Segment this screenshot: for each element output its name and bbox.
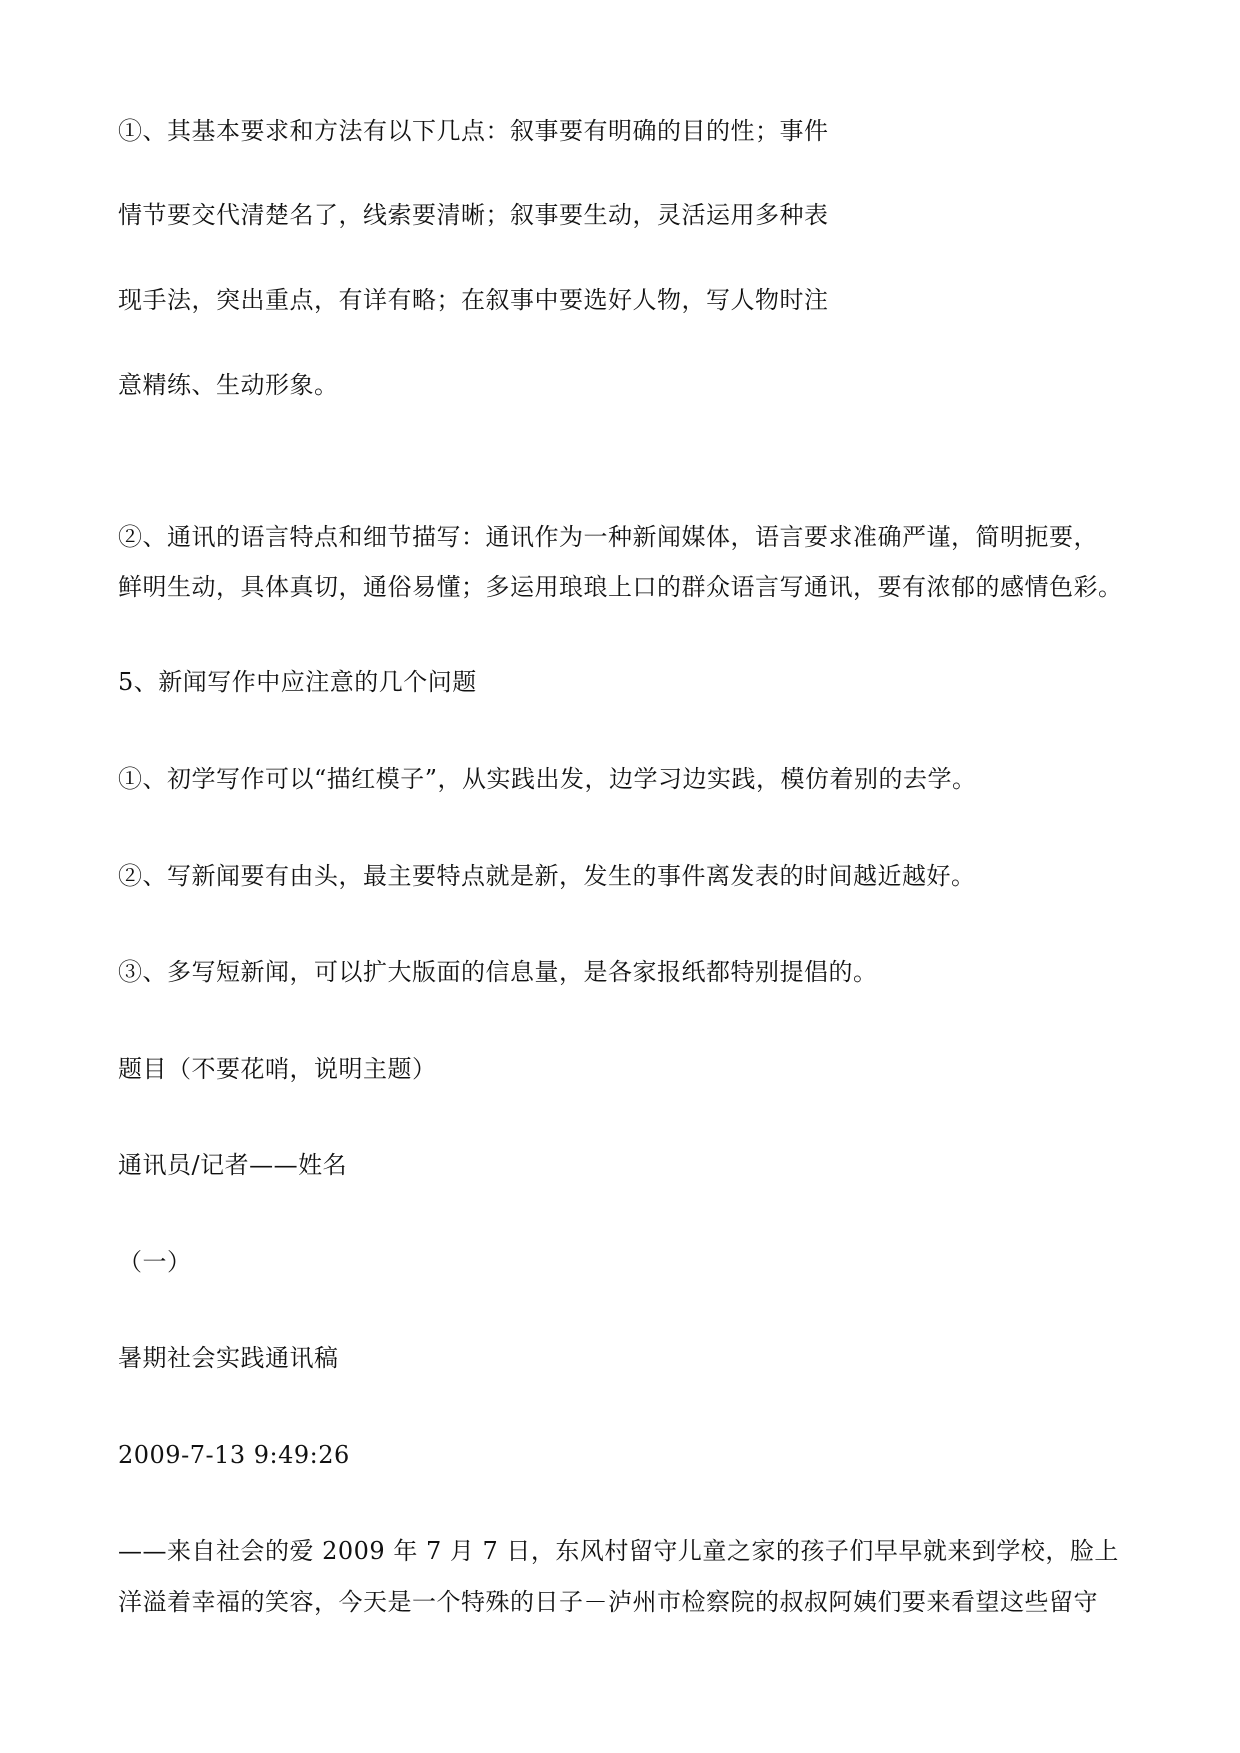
- article-date: 2009-7-13 9:49:26: [118, 1441, 350, 1469]
- article-title: 暑期社会实践通讯稿: [118, 1344, 339, 1372]
- section-heading: 5、新闻写作中应注意的几个问题: [118, 668, 477, 696]
- text-line-16: ——来自社会的爱 2009 年 7 月 7 日，东风村留守儿童之家的孩子们早早就来到学校，脸上: [118, 1537, 1119, 1565]
- text-line-17: 洋溢着幸福的笑容，今天是一个特殊的日子－泸州市检察院的叔叔阿姨们要来看望这些留守: [118, 1588, 1098, 1616]
- text-line-13: （一）: [118, 1248, 192, 1276]
- text-line-10: ③、多写短新闻，可以扩大版面的信息量，是各家报纸都特别提倡的。: [118, 958, 878, 986]
- text-line-9: ②、写新闻要有由头，最主要特点就是新，发生的事件离发表的时间越近越好。: [118, 862, 976, 890]
- text-line-5: ②、通讯的语言特点和细节描写：通讯作为一种新闻媒体，语言要求准确严谨，简明扼要，: [118, 523, 1098, 551]
- text-line-3: 现手法，突出重点，有详有略；在叙事中要选好人物，写人物时注: [118, 286, 829, 314]
- text-line-8: ①、初学写作可以“描红模子”，从实践出发，边学习边实践，模仿着别的去学。: [118, 765, 977, 793]
- text-line-11: 题目（不要花哨，说明主题）: [118, 1055, 437, 1083]
- text-line-12: 通讯员/记者——姓名: [118, 1151, 348, 1179]
- text-line-4: 意精练、生动形象。: [118, 371, 339, 399]
- text-line-1: ①、其基本要求和方法有以下几点：叙事要有明确的目的性；事件: [118, 117, 829, 145]
- text-line-6: 鲜明生动，具体真切，通俗易懂；多运用琅琅上口的群众语言写通讯，要有浓郁的感情色彩。: [118, 573, 1123, 601]
- text-line-2: 情节要交代清楚名了，线索要清晰；叙事要生动，灵活运用多种表: [118, 201, 829, 229]
